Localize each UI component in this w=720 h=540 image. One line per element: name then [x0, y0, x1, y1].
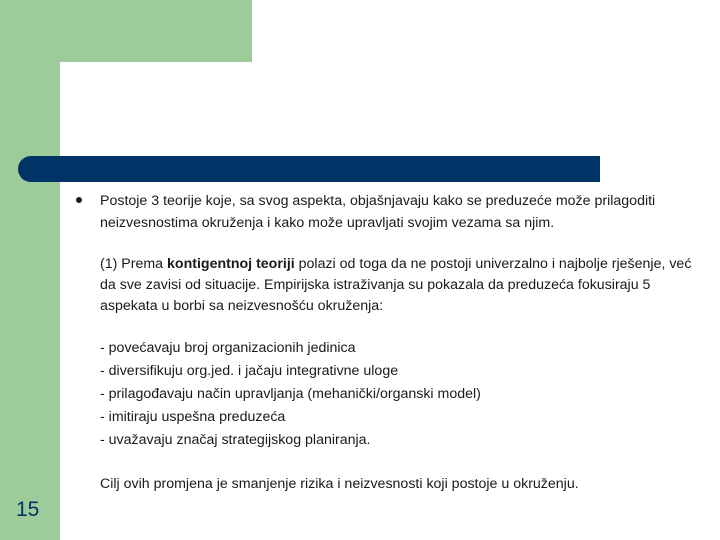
bullet-item	[76, 190, 701, 234]
list-item: - diversifikuju org.jed. i jačaju integrativne uloge	[100, 363, 399, 379]
list-item: - prilagođavaju način upravljanja (mehanički/organski model)	[100, 386, 481, 402]
slide-body	[76, 190, 701, 495]
bullet-text: Postoje 3 teorije koje, sa svog aspekta, objašnjavaju kako se preduzeće može prilagoditi neizvesnostima okruženja i kako može upravljati svojim vezama sa njim.	[100, 193, 656, 231]
contingency-paragraph	[76, 254, 701, 317]
bullet-dot-icon	[76, 197, 82, 203]
list-item: - povećavaju broj organizacionih jedinica	[100, 340, 356, 356]
green-left-band	[0, 0, 60, 540]
title-bar	[18, 156, 600, 182]
list-item: - uvažavaju značaj strategijskog planiranja.	[100, 432, 371, 448]
list-item: - imitiraju uspešna preduzeća	[100, 409, 286, 425]
para2-bold-term: kontigentnoj teoriji	[167, 256, 295, 272]
page-number: 15	[16, 498, 40, 521]
aspects-list	[76, 337, 701, 452]
para2-prefix: (1) Prema	[100, 256, 168, 272]
conclusion-text: Cilj ovih promjena je smanjenje rizika i neizvesnosti koji postoje u okruženju.	[100, 476, 579, 492]
para2-suffix: polazi od toga da ne postoji univerzalno i najbolje rješenje, već da sve zavisi od situacije. Empirijska istraživanja su pokazala da preduzeća fokusiraju 5 aspekata u borbi sa neizvesnošću okruženja:	[100, 256, 692, 314]
